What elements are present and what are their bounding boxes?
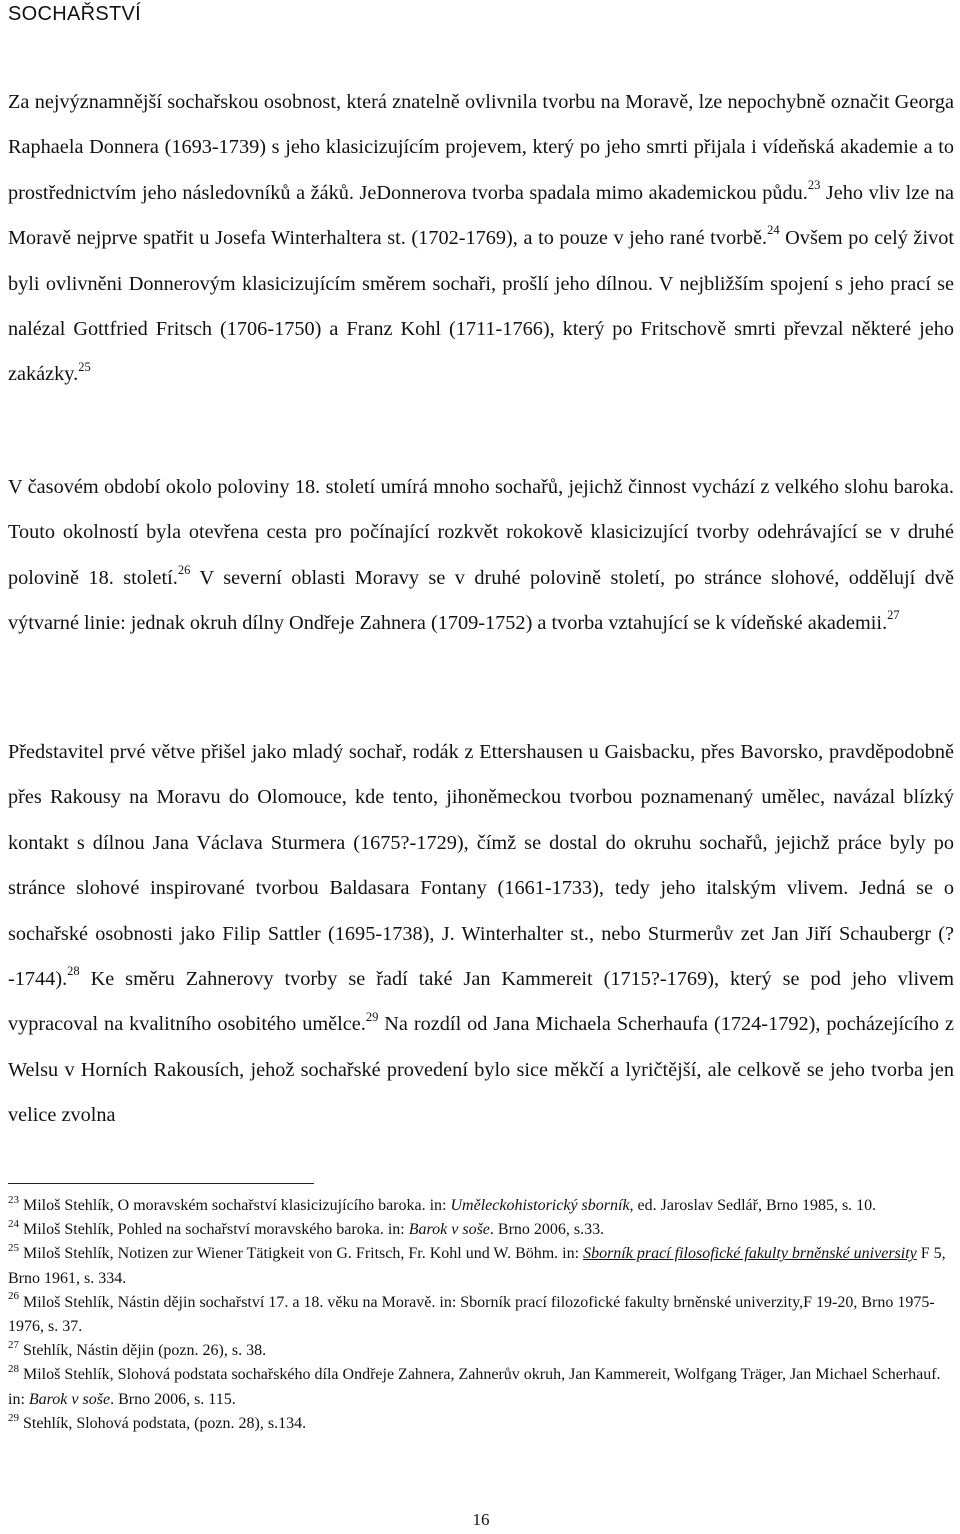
- footnote-title: Uměleckohistorický sborník: [450, 1197, 630, 1214]
- paragraph-text: V časovém období okolo poloviny 18. století umírá mnoho sochařů, jejichž činnost vychází z velkého slohu baroka. Touto okolností byla otevřena cesta pro počínající rozkvět rokokově klasicizující tvorby odehrávající se v druhé polovině 18. století.: [8, 476, 954, 589]
- paragraph-zahner: [8, 730, 954, 1139]
- footnote: [8, 1363, 954, 1411]
- footnote-text: Miloš Stehlík, Notizen zur Wiener Tätigkeit von G. Fritsch, Fr. Kohl und W. Böhm. in:: [19, 1245, 584, 1263]
- footnote: [8, 1412, 954, 1436]
- footnote-number: 29: [8, 1411, 19, 1424]
- page-number: 16: [472, 1510, 490, 1529]
- footnote: [8, 1194, 954, 1218]
- footnote-title: Barok v soše: [28, 1390, 111, 1408]
- footnote-number: 27: [8, 1338, 19, 1351]
- footnote: [8, 1218, 954, 1242]
- paragraph-text: Ovšem po celý život byli ovlivněni Donnerovým klasicizujícím směrem sochaři, prošlí jeho dílnou. V nejbližším spojení s jeho prací se nalézal Gottfried Fritsch (1706-1750) a Franz Kohl (1711-1766), který po Fritschově smrti převzal některé jeho zakázky.: [8, 227, 954, 386]
- paragraph-text: Za nejvýznamnější sochařskou osobnost, která znatelně ovlivnila tvorbu na Moravě, lze nepochybně označit Georga Raphaela Donnera (1693-1739) s jeho klasicizujícím projevem, který po jeho smrti přijala i vídeňská akademie a to prostřednictvím jeho následovníků a žáků. JeDonnerova tvorba spadala mimo akademickou půdu.: [8, 91, 954, 204]
- footnote-text: . Brno 2006, s.33.: [489, 1221, 605, 1239]
- footnote-text: . Brno 2006, s. 115.: [110, 1390, 236, 1408]
- footnote-text: Stehlík, Nástin dějin (pozn. 26), s. 38.: [19, 1342, 267, 1360]
- footnote-text: Miloš Stehlík, Slohová podstata sochařského díla Ondřeje Zahnera, Zahnerův okruh, Jan Kammereit, Wolfgang Träger, Jan Michael Scherhauf. in:: [8, 1366, 941, 1408]
- footnote-number: 24: [8, 1217, 19, 1230]
- footnote-number: 25: [8, 1242, 19, 1255]
- footnote-ref[interactable]: 24: [767, 223, 780, 238]
- paragraph-rococo: [8, 465, 954, 647]
- footnote: [8, 1242, 954, 1290]
- footnote-title: Barok v soše: [408, 1221, 490, 1239]
- paragraph-text: V severní oblasti Moravy se v druhé polovině století, po stránce slohové, oddělují dvě výtvarné linie: jednak okruh dílny Ondřeje Zahnera (1709-1752) a tvorba vztahující se k vídeňské akademii.: [8, 566, 954, 635]
- footnote-ref[interactable]: 27: [887, 608, 900, 623]
- footnote-text: , ed. Jaroslav Sedlář, Brno 1985, s. 10.: [629, 1197, 877, 1214]
- footnote-title: Sborník prací filosofické fakulty brněnské university: [583, 1245, 917, 1263]
- footnote-text: Miloš Stehlík, Pohled na sochařství moravského baroka. in:: [19, 1221, 409, 1239]
- paragraph-text: Na rozdíl od Jana Michaela Scherhaufa (1724-1792), pocházejícího z Welsu v Horních Rakousích, jehož sochařské provedení bylo sice měkčí a lyričtější, ale celkově se jeho tvorba jen velice zvolna: [8, 1013, 954, 1127]
- footnote-divider: [8, 1183, 314, 1184]
- footnote-ref[interactable]: 26: [177, 563, 191, 578]
- footnote-number: 28: [8, 1363, 19, 1376]
- footnote-number: 23: [8, 1193, 19, 1206]
- paragraph-text: Představitel prvé větve přišel jako mladý sochař, rodák z Ettershausen u Gaisbacku, přes Bavorsko, pravděpodobně přes Rakousy na Moravu do Olomouce, kde tento, jihoněmeckou tvorbou poznamenaný umělec, navázal blízký kontakt s dílnou Jana Václava Sturmera (1675?-1729), čímž se dostal do okruhu sochařů, jejichž práce byly po stránce slohové inspirované tvorbou Baldasara Fontany (1661-1733), tedy jeho italským vlivem. Jedná se o sochařské osobnosti jako Filip Sattler (1695-1738), J. Winterhalter st., nebo Sturmerův zet Jan Jiří Schaubergr (?-1744).: [8, 741, 954, 991]
- footnote-text: Miloš Stehlík, Nástin dějin sochařství 17. a 18. věku na Moravě. in: Sborník prací filozofické fakulty brněnské univerzity,F 19-20, Brno 1975-1976, s. 37.: [8, 1293, 935, 1336]
- paragraph-text: Jeho vliv lze na Moravě nejprve spatřit u Josefa Winterhaltera st. (1702-1769), a to pouze v jeho rané tvorbě.: [8, 181, 954, 250]
- paragraph-text: Ke směru Zahnerovy tvorby se řadí také Jan Kammereit (1715?-1769), který se pod jeho vlivem vypracoval na kvalitního osobitého umělce.: [8, 968, 954, 1036]
- footnote-ref[interactable]: 29: [365, 1009, 379, 1024]
- footnote-text: Stehlík, Slohová podstata, (pozn. 28), s.134.: [19, 1414, 307, 1432]
- footnote-ref[interactable]: 28: [67, 964, 80, 979]
- footnote-ref[interactable]: 23: [807, 178, 821, 193]
- paragraph-donner: [8, 80, 954, 398]
- footnote-text: Miloš Stehlík, O moravském sochařství klasicizujícího baroka. in:: [19, 1197, 451, 1214]
- footnotes-list: [8, 1194, 954, 1436]
- footnote-text: F 5, Brno 1961, s. 334.: [8, 1245, 946, 1287]
- footnote: [8, 1291, 954, 1339]
- footnote: [8, 1339, 954, 1363]
- section-heading: SOCHAŘSTVÍ: [8, 3, 142, 25]
- footnote-ref[interactable]: 25: [78, 359, 91, 374]
- footnote-number: 26: [8, 1290, 19, 1303]
